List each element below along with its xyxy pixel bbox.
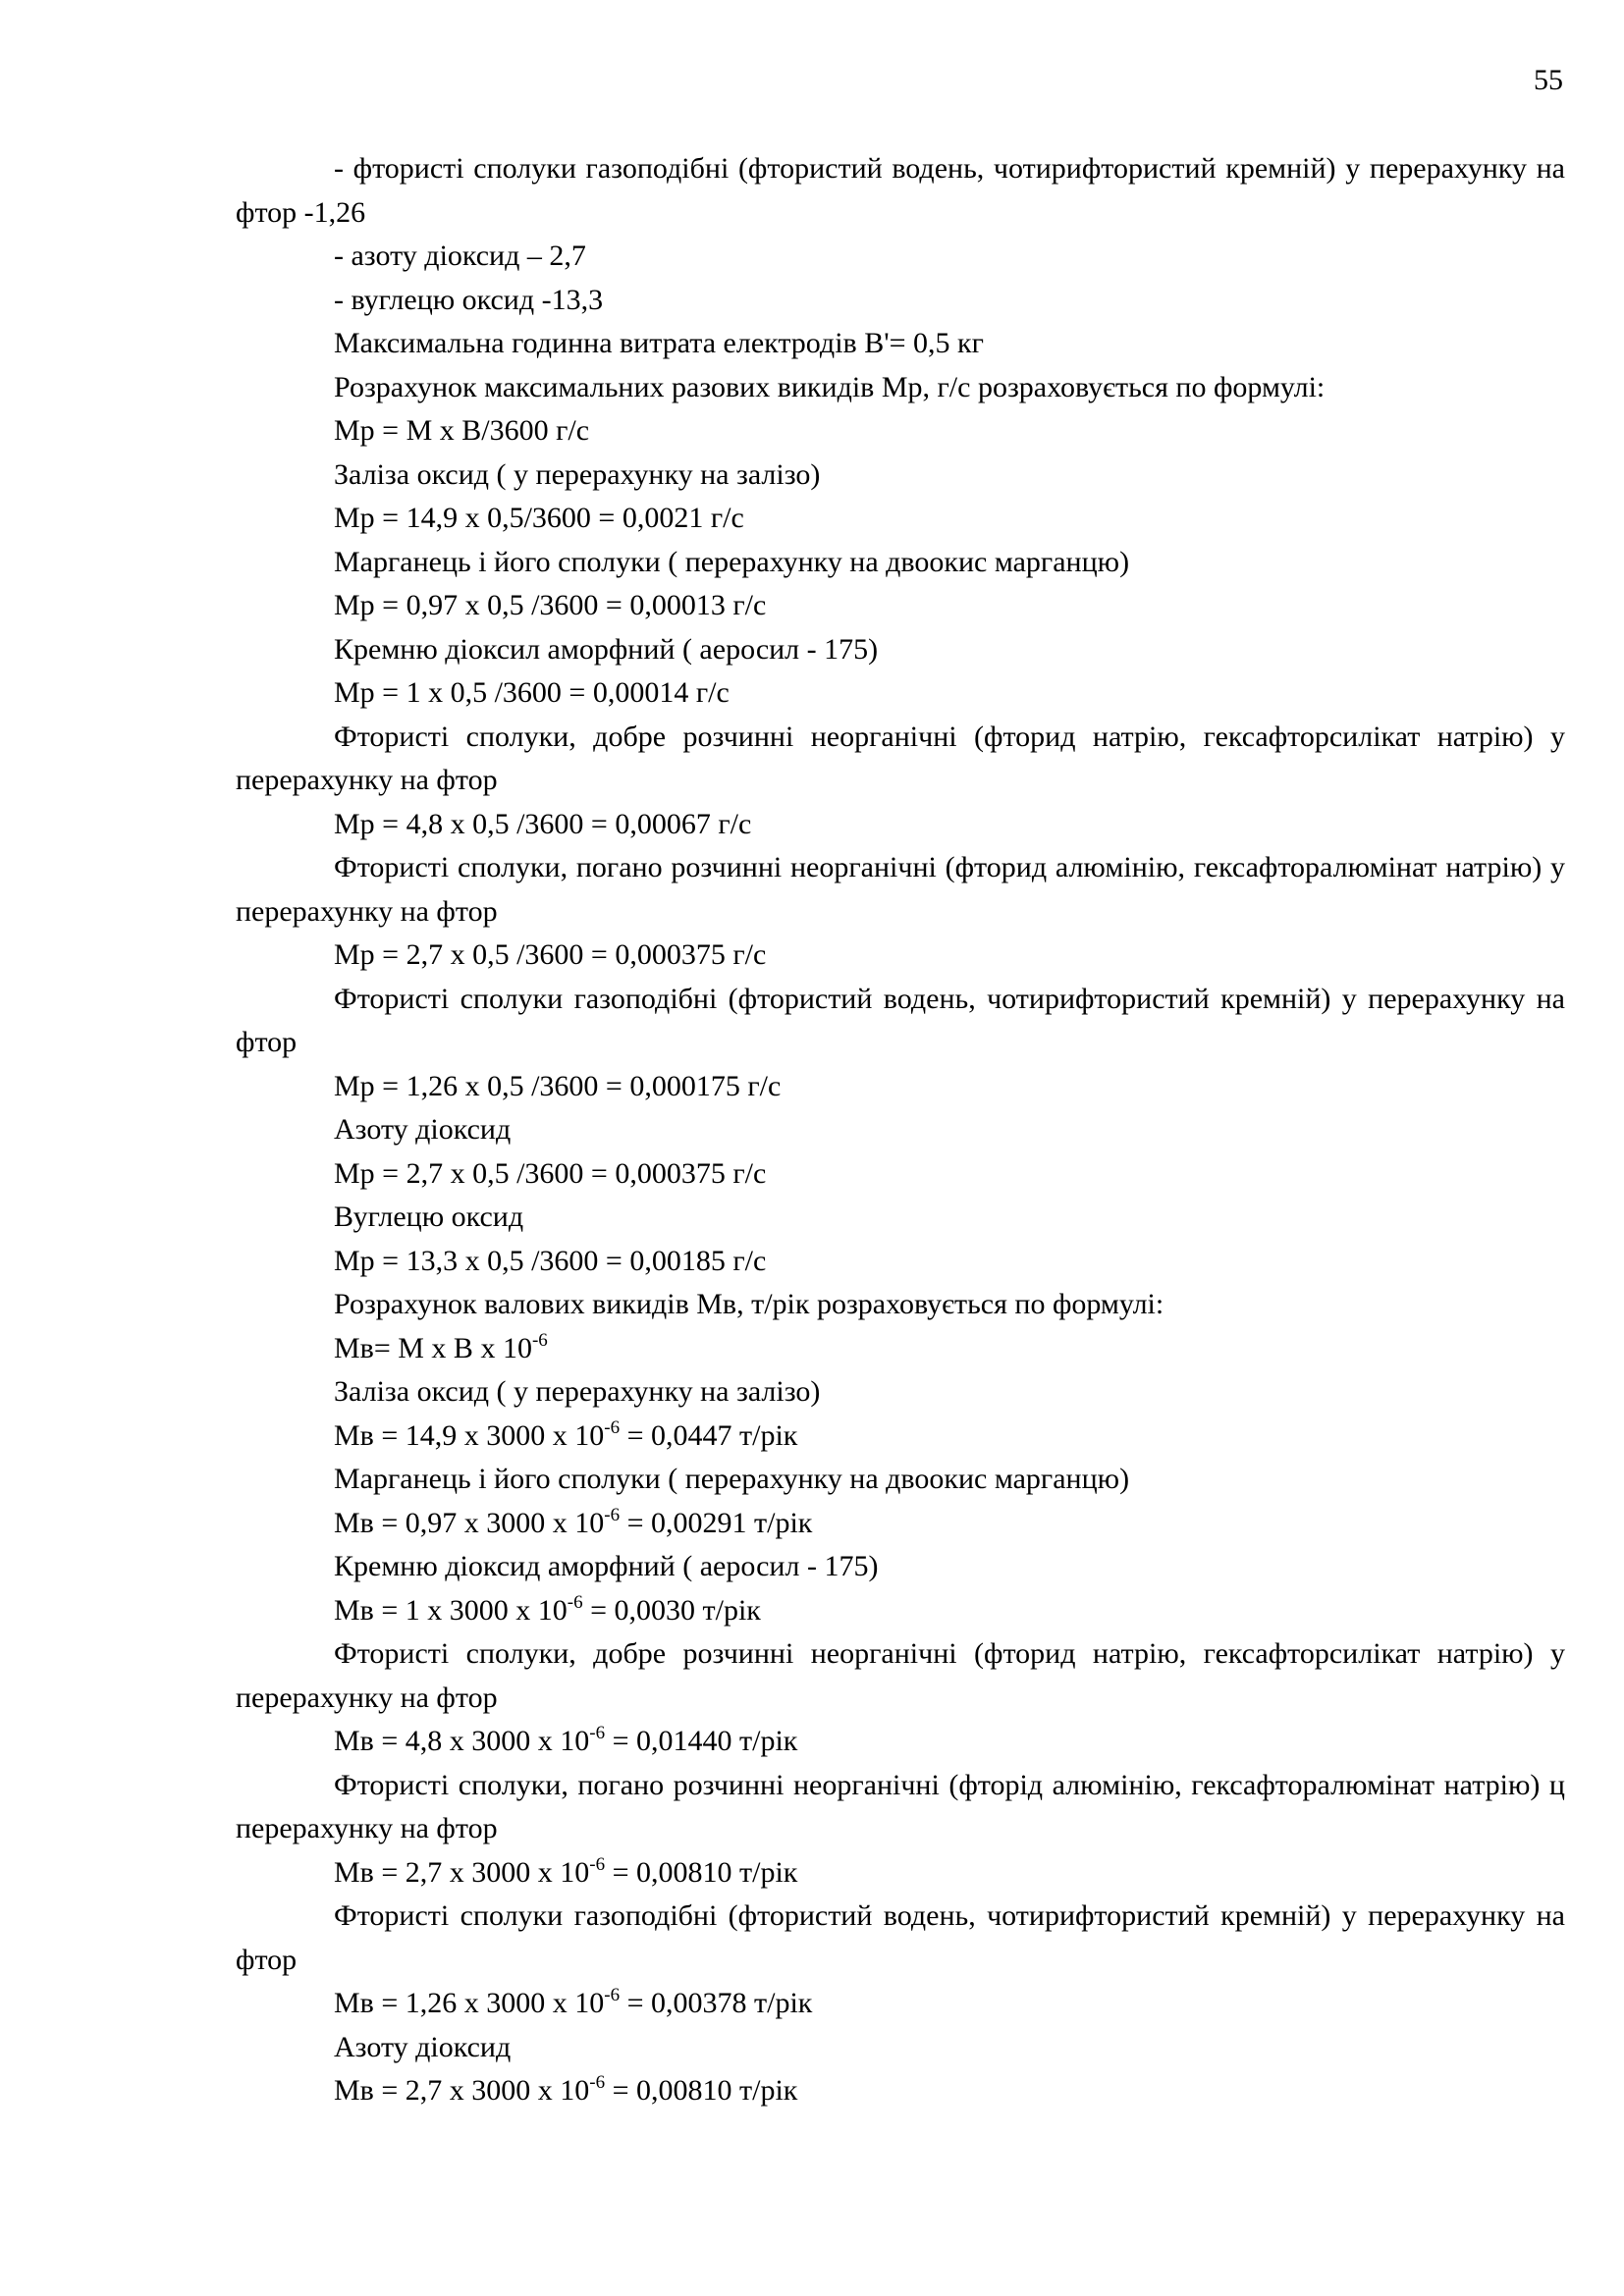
formula-mp-manganese: Мр = 0,97 х 0,5 /3600 = 0,00013 г/с <box>334 589 767 621</box>
list-item-nitrogen-dioxide: - азоту діоксид – 2,7 <box>334 240 586 272</box>
formula-mv-iron-oxide: Мв = 14,9 х 3000 х $10^{-6} = 0,0447$ т/рік <box>334 1416 798 1452</box>
exponent: -6 <box>604 1504 621 1525</box>
exponent: -6 <box>604 1985 621 2005</box>
formula-mv-fluoride-soluble: Мв = 4,8 х 3000 х $10^{-6} = 0,01440$ т/рік <box>334 1723 798 1757</box>
formula-mp-fluoride-gaseous: Мр = 1,26 х 0,5 /3600 = 0,000175 г/с <box>334 1069 782 1102</box>
paragraph-silicon-dioxide-gross: Кремню діоксид аморфний ( аеросил - 175) <box>334 1550 879 1582</box>
formula-mp-silicon-dioxide: Мр = 1 х 0,5 /3600 = 0,00014 г/с <box>334 676 730 709</box>
formula-mp: Мр = М х В/3600 г/с <box>334 414 590 447</box>
formula-mp-fluoride-soluble: Мр = 4,8 х 0,5 /3600 = 0,00067 г/с <box>334 807 752 840</box>
paragraph-nitrogen-dioxide: Азоту діоксид <box>334 1113 512 1146</box>
paragraph-fluoride-poorly-soluble-gross: Фтористі сполуки, погано розчинні неорганічні (фторід алюмінію, гексафторалюмінат натрію) ц перерахунку на фтор <box>236 1768 1565 1844</box>
formula-mp-iron-oxide: Мр = 14,9 х 0,5/3600 = 0,0021 г/с <box>334 502 744 534</box>
paragraph-fluoride-poorly-soluble: Фтористі сполуки, погано розчинні неорганічні (фторид алюмінію, гексафторалюмінат натрію) у перерахунку на фтор <box>236 851 1565 928</box>
formula-mv-nitrogen-dioxide: Мв = 2,7 х 3000 х $10^{-6} = 0,00810$ т/рік <box>334 2072 798 2107</box>
paragraph-silicon-dioxide: Кремню діоксил аморфний ( аеросил - 175) <box>334 632 879 666</box>
paragraph-fluoride-gaseous: Фтористі сполуки газоподібні (фтористий водень, чотирифтористий кремній) у перерахунку на фтор <box>236 982 1565 1058</box>
paragraph-fluoride-gaseous-gross: Фтористі сполуки газоподібні (фтористий водень, чотирифтористий кремній) у перерахунку на фтор <box>236 1899 1565 1976</box>
exponent: -6 <box>604 1416 621 1438</box>
page-number: 55 <box>1534 64 1563 96</box>
paragraph-carbon-oxide: Вуглецю оксид <box>334 1201 524 1233</box>
document-body <box>236 147 1565 2113</box>
formula-mv-fluoride-gaseous: Мв = 1,26 х 3000 х $10^{-6} = 0,00378$ т/рік <box>334 1985 813 2019</box>
paragraph-iron-oxide-gross: Заліза оксид ( у перерахунку на залізо) <box>334 1375 821 1408</box>
formula-mp-carbon-oxide: Мр = 13,3 х 0,5 /3600 = 0,00185 г/с <box>334 1244 767 1277</box>
paragraph-fluoride-soluble-gross: Фтористі сполуки, добре розчинні неорганічні (фторид натрію, гексафторсилікат натрію) у перерахунку на фтор <box>236 1637 1565 1714</box>
exponent: -6 <box>589 1853 606 1875</box>
exponent: -6 <box>589 1723 606 1743</box>
exponent: -6 <box>531 1329 548 1351</box>
paragraph-gross-emission-heading: Розрахунок валових викидів Мв, т/рік розраховується по формулі: <box>334 1288 1164 1320</box>
paragraph-nitrogen-dioxide-gross: Азоту діоксид <box>334 2030 512 2063</box>
paragraph-max-emission-heading: Розрахунок максимальних разових викидів Мр, г/с розраховується по формулі: <box>334 370 1326 403</box>
exponent: -6 <box>567 1591 583 1613</box>
formula-mv-fluoride-poorly-soluble: Мв = 2,7 х 3000 х $10^{-6} = 0,00810$ т/рік <box>334 1853 798 1889</box>
paragraph-manganese-gross: Марганець і його сполуки ( перерахунку на двоокис марганцю) <box>334 1463 1130 1495</box>
exponent: -6 <box>589 2072 606 2093</box>
formula-mp-fluoride-poorly-soluble: Мр = 2,7 х 0,5 /3600 = 0,000375 г/с <box>334 938 767 971</box>
paragraph-fluoride-soluble: Фтористі сполуки, добре розчинні неорганічні (фторид натрію, гексафторсилікат натрію) у перерахунку на фтор <box>236 720 1565 796</box>
formula-mv-silicon-dioxide: Мв = 1 х 3000 х $10^{-6} = 0,0030$ т/рік <box>334 1591 761 1627</box>
formula-mv: Мв= М х В х $10^{-6}$ <box>334 1329 548 1364</box>
paragraph-manganese: Марганець і його сполуки ( перерахунку на двоокис марганцю) <box>334 545 1130 578</box>
list-item-fluoride-gaseous: - фтористі сполуки газоподібні (фтористий водень, чотирифтористий кремній) у перерахунку на фтор -1,26 <box>236 152 1565 229</box>
formula-mv-manganese: Мв = 0,97 х 3000 х $10^{-6} = 0,00291$ т/рік <box>334 1504 813 1539</box>
formula-mp-nitrogen-dioxide: Мр = 2,7 х 0,5 /3600 = 0,000375 г/с <box>334 1156 767 1190</box>
list-item-carbon-oxide: - вуглецю оксид -13,3 <box>334 283 604 316</box>
paragraph-iron-oxide: Заліза оксид ( у перерахунку на залізо) <box>334 457 821 491</box>
paragraph-max-electrode-rate: Максимальна годинна витрата електродів В'= 0,5 кг <box>334 327 984 359</box>
